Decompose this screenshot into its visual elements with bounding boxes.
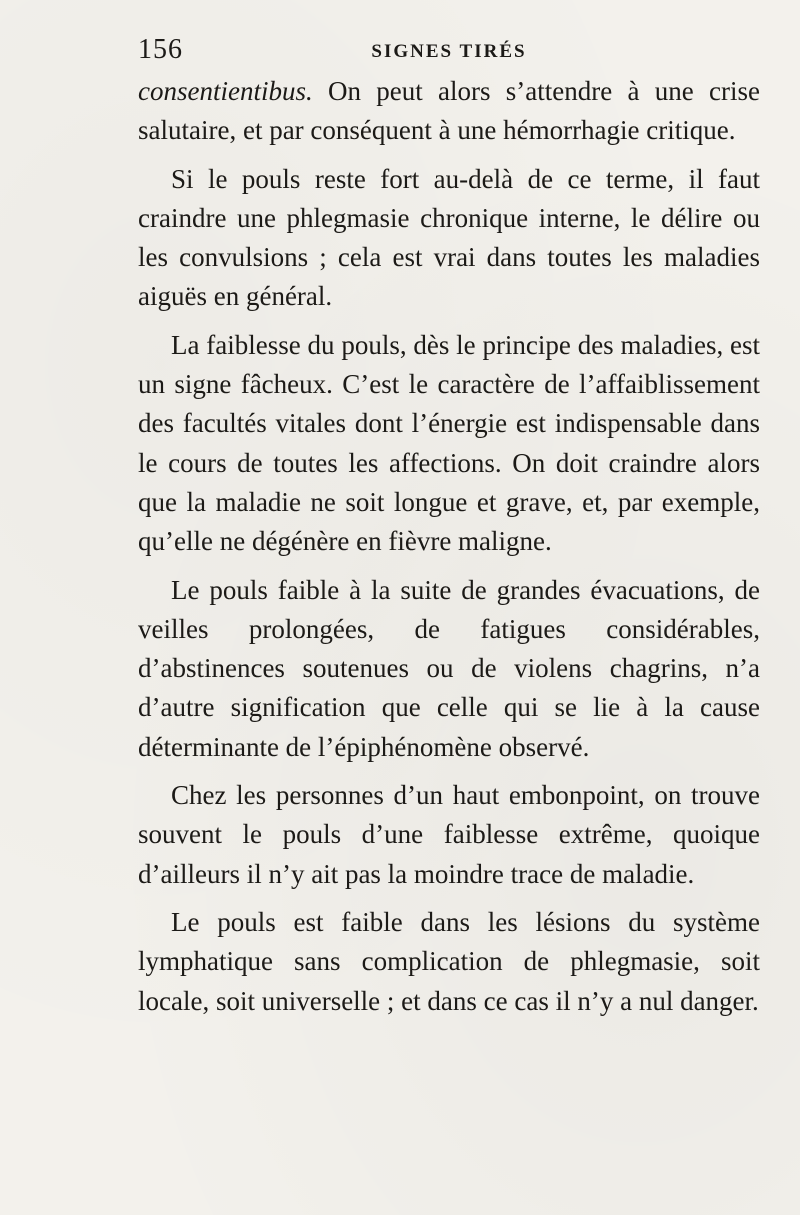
paragraph-4: Le pouls faible à la suite de grandes évacuations, de veilles prolongées, de fatigues considérables, d’abstinences soutenues ou de violens chagrins, n’a d’autre signification que celle qui se lie à la cause déterminante de l’épiphénomène observé. (138, 574, 760, 762)
running-head (138, 34, 760, 74)
paragraph-1-text: On peut alors s’attendre à une crise salutaire, et par conséquent à une hémorrhagie critique. (138, 76, 760, 146)
paragraph-1 (138, 72, 760, 151)
paragraph-3: La faiblesse du pouls, dès le principe des maladies, est un signe fâcheux. C’est le caractère de l’affaiblissement des facultés vitales dont l’énergie est indispensable dans le cours de toutes les affections. On doit craindre alors que la maladie ne soit longue et grave, et, par exemple, qu’elle ne dégénère en fièvre maligne. (138, 329, 760, 557)
body-text (138, 72, 760, 1021)
running-title: SIGNES TIRÉS (371, 41, 527, 62)
paragraph-2: Si le pouls reste fort au-delà de ce terme, il faut craindre une phlegmasie chronique interne, le délire ou les convulsions ; cela est vrai dans toutes les maladies aiguës en général. (138, 163, 760, 312)
paragraph-5: Chez les personnes d’un haut embonpoint, on trouve souvent le pouls d’une faiblesse extrême, quoique d’ailleurs il n’y ait pas la moindre trace de maladie. (138, 780, 760, 889)
paragraph-6: Le pouls est faible dans les lésions du système lymphatique sans complication de phlegmasie, soit locale, soit universelle ; et dans ce cas il n’y a nul danger. (138, 906, 760, 1016)
page-number: 156 (138, 34, 183, 65)
italic-lead-word: consentientibus. (138, 76, 313, 106)
